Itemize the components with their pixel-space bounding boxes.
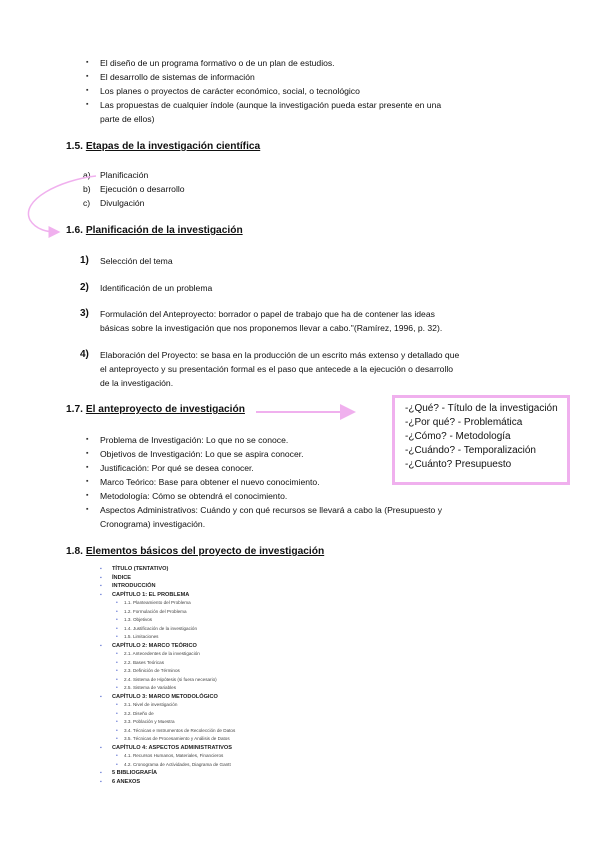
toc-bullet-icon: ▪	[100, 642, 102, 649]
section-heading-1-8: 1.8. Elementos básicos del proyecto de investigación	[66, 546, 325, 557]
intro-bullet: ▪ Las propuestas de cualquier índole (aunque la investigación pueda estar presente en una	[86, 100, 442, 110]
square-bullet-icon: ▪	[86, 73, 89, 80]
toc-text: 5 BIBLIOGRAFÍA	[112, 770, 158, 776]
toc-text: 1.4. Justificación de la investigación	[124, 625, 198, 631]
toc-text: CAPÍTULO 1: EL PROBLEMA	[112, 591, 190, 598]
numbered-item: 3) Formulación del Anteproyecto: borrador o papel de trabajo que ha de contener las ideas	[80, 308, 435, 319]
numbered-item-continuation: básicas sobre la investigación que nos proponemos llevar a cabo."(Ramírez, 1996, p. 32).	[100, 323, 443, 333]
section-heading-1-6: 1.6. Planificación de la investigación	[66, 225, 243, 236]
toc-text: ÍNDICE	[112, 574, 131, 581]
toc-text: 1.3. Objetivos	[124, 617, 153, 622]
toc-text: 4.2. Cronograma de Actividades, Diagrama de Gantt	[124, 761, 231, 767]
toc-text: 3.3. Población y Muestra	[124, 719, 175, 724]
toc-bullet-icon: •	[116, 659, 118, 666]
toc-bullet-icon: •	[116, 761, 118, 768]
toc-text: CAPÍTULO 4: ASPECTOS ADMINISTRATIVOS	[112, 744, 232, 751]
question-line: -¿Por qué? - Problemática	[405, 417, 523, 428]
intro-bullet: ▪ El desarrollo de sistemas de información	[86, 72, 255, 82]
anteproyecto-bullet: ▪ Justificación: Por qué se desea conocer.	[86, 463, 254, 473]
square-bullet-icon: ▪	[86, 464, 89, 471]
toc-bullet-icon: •	[116, 753, 118, 759]
toc-text: 1.2. Formulación del Problema	[124, 608, 187, 614]
toc-text: 2.1. Antecedentes de la investigación	[124, 651, 200, 656]
square-bullet-icon: ▪	[86, 478, 89, 485]
anteproyecto-bullet: ▪ Aspectos Administrativos: Cuándo y con qué recursos se llevará a cabo la (Presupuesto y	[86, 505, 443, 515]
toc-text: 2.3. Definición de Términos	[124, 668, 180, 673]
intro-bullet-continuation: parte de ellos)	[100, 114, 155, 124]
toc-bullet-icon: •	[116, 625, 118, 632]
toc-bullet-icon: •	[116, 617, 118, 623]
square-bullet-icon: ▪	[86, 87, 89, 94]
square-bullet-icon: ▪	[86, 492, 89, 499]
toc-bullet-icon: ▪	[100, 770, 102, 776]
toc-bullet-icon: •	[116, 702, 118, 708]
toc-bullet-icon: ▪	[100, 574, 102, 581]
toc-text: 1.5. Limitaciones	[124, 634, 159, 639]
toc-text: 1.1. Planteamiento del Problema	[124, 600, 191, 605]
toc-bullet-icon: ▪	[100, 693, 102, 700]
toc-text: 3.4. Técnicas e Instrumentos de Recolección de Datos	[124, 727, 236, 733]
anteproyecto-bullet: ▪ Objetivos de Investigación: Lo que se aspira conocer.	[86, 449, 304, 459]
list-item: c) Divulgación	[83, 198, 145, 208]
toc-bullet-icon: ▪	[100, 778, 102, 785]
section-heading-1-5: 1.5. Etapas de la investigación científica	[66, 141, 261, 152]
question-line: -¿Qué? - Título de la investigación	[405, 403, 558, 414]
question-line: -¿Cómo? - Metodología	[405, 431, 511, 442]
toc-text: 3.5. Técnicas de Procesamiento y Análisis de Datos	[124, 736, 230, 741]
toc-bullet-icon: •	[116, 710, 118, 717]
square-bullet-icon: ▪	[86, 506, 89, 513]
toc-bullet-icon: ▪	[100, 744, 102, 751]
toc-bullet-icon: •	[116, 719, 118, 725]
list-item: b) Ejecución o desarrollo	[83, 184, 185, 194]
toc-bullet-icon: •	[116, 727, 118, 734]
toc-text: CAPÍTULO 2: MARCO TEÓRICO	[112, 642, 197, 649]
toc-text: CAPÍTULO 3: MARCO METODOLÓGICO	[112, 693, 218, 700]
toc-text: INTRODUCCIÓN	[112, 583, 156, 589]
toc-bullet-icon: •	[116, 634, 118, 640]
anteproyecto-bullet: ▪ Metodología: Cómo se obtendrá el conocimiento.	[86, 491, 288, 501]
toc-text: 3.2. Diseño de	[124, 710, 154, 716]
question-line: -¿Cuándo? - Temporalización	[405, 445, 536, 456]
toc-bullet-icon: •	[116, 600, 118, 606]
toc-text: 6 ANEXOS	[112, 778, 141, 785]
toc-bullet-icon: •	[116, 685, 118, 691]
toc-bullet-icon: ▪	[100, 566, 102, 572]
pink-arrow-icon	[28, 176, 96, 232]
square-bullet-icon: ▪	[86, 450, 89, 457]
square-bullet-icon: ▪	[86, 59, 89, 66]
numbered-item: 2) Identificación de un problema	[80, 282, 213, 293]
numbered-item-continuation: de la investigación.	[100, 378, 174, 388]
question-line: -¿Cuánto? Presupuesto	[405, 459, 512, 470]
anteproyecto-bullet-continuation: Cronograma) investigación.	[100, 519, 206, 529]
toc-bullet-icon: •	[116, 676, 118, 683]
toc-text: 3.1. Nivel de investigación	[124, 702, 178, 707]
toc-bullet-icon: •	[116, 736, 118, 742]
toc-bullet-icon: ▪	[100, 583, 102, 589]
toc-text: 4.1. Recursos Humanos, Materiales, Financieros	[124, 753, 224, 758]
toc-bullet-icon: •	[116, 668, 118, 674]
numbered-item-continuation: el anteproyecto y su presentación formal es el paso que antecede a la ejecución o desarrollo	[100, 364, 454, 374]
section-heading-1-7: 1.7. El anteproyecto de investigación	[66, 404, 245, 415]
list-item: a) Planificación	[83, 170, 149, 180]
intro-bullet: ▪ Los planes o proyectos de carácter económico, social, o tecnológico	[86, 86, 360, 96]
toc-bullet-icon: ▪	[100, 591, 102, 598]
numbered-item: 1) Selección del tema	[80, 255, 173, 266]
intro-bullet: ▪ El diseño de un programa formativo o de un plan de estudios.	[86, 58, 335, 68]
toc-bullet-icon: •	[116, 608, 118, 615]
toc-text: 2.5. Sistema de Variables	[124, 685, 177, 690]
anteproyecto-bullet: ▪ Marco Teórico: Base para obtener el nuevo conocimiento.	[86, 477, 320, 487]
square-bullet-icon: ▪	[86, 101, 89, 108]
numbered-item: 4) Elaboración del Proyecto: se basa en la producción de un escrito más extenso y detallado que	[80, 349, 460, 360]
toc-text: 2.2. Bases Teóricas	[124, 659, 165, 665]
toc-text: TÍTULO (TENTATIVO)	[112, 566, 169, 572]
toc-text: 2.4. Sistema de Hipótesis (si fuera necesario)	[124, 676, 217, 682]
square-bullet-icon: ▪	[86, 436, 89, 443]
toc-bullet-icon: •	[116, 651, 118, 657]
anteproyecto-bullet: ▪ Problema de Investigación: Lo que no se conoce.	[86, 435, 289, 445]
